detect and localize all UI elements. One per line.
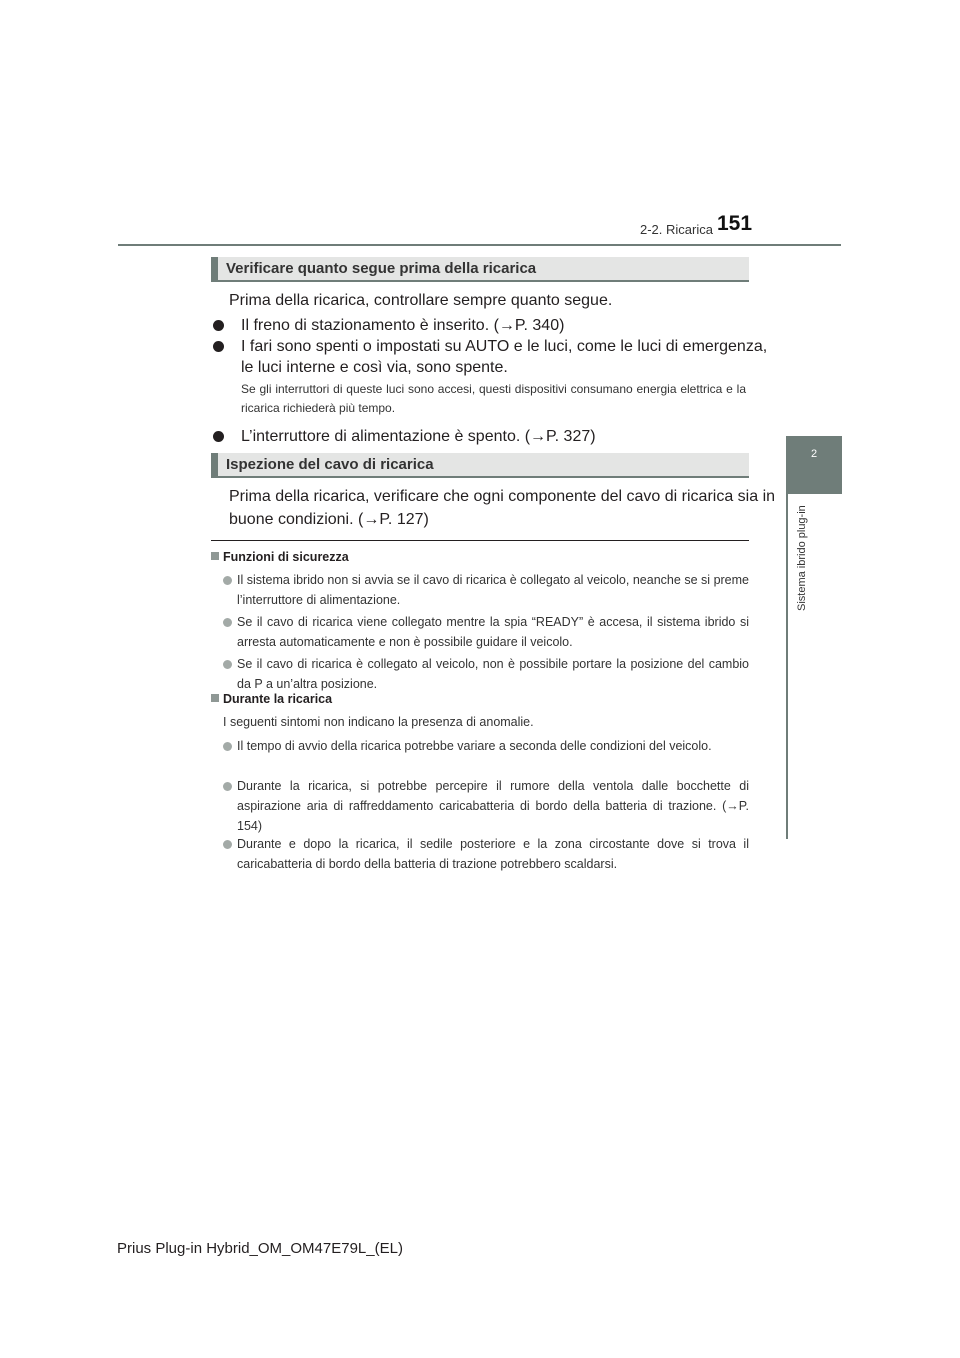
section-heading-checks (211, 257, 749, 282)
bullet-parking-brake: Il freno di stazionamento è inserito. (→P. 340) (241, 317, 565, 334)
note-heading-text: Funzioni di sicurezza (223, 550, 349, 564)
note-bullet-dot (223, 782, 232, 791)
section-intro: Prima della ricarica, controllare sempre quanto segue. (229, 292, 613, 309)
section-heading-cable-inspection (211, 453, 749, 478)
bullet-lights-line2: le luci interne e così via, sono spente. (241, 359, 508, 376)
note-charging-item: Durante e dopo la ricarica, il sedile posteriore e la zona circostante dove si trova il caricabatteria di bordo della batteria di trazione potrebbero scaldarsi. (237, 837, 749, 871)
note-heading-text: Durante la ricarica (223, 692, 333, 706)
chapter-tab-number: 2 (810, 448, 818, 460)
running-header-section: 2-2. Ricarica (640, 222, 713, 237)
bullet-dot (213, 431, 224, 442)
notes-divider (211, 540, 749, 541)
square-bullet-icon (211, 552, 219, 560)
note-charging-item: Durante la ricarica, si potrebbe percepire il rumore della ventola dalle bocchette di aspirazione aria di raffreddamento caricabatteria di bordo della batteria di trazione. (→P. 154) (237, 779, 749, 833)
chapter-side-title: Sistema ibrido plug-in (796, 505, 808, 611)
square-bullet-icon (211, 694, 219, 702)
note-bullet-dot (223, 618, 232, 627)
bullet-power-switch: L’interruttore di alimentazione è spento. (→P. 327) (241, 428, 596, 445)
bullet-dot (213, 320, 224, 331)
note-charging-intro: I seguenti sintomi non indicano la presenza di anomalie. (223, 715, 534, 729)
cable-inspection-line1: Prima della ricarica, verificare che ogni componente del cavo di ricarica sia in (229, 488, 776, 505)
bullet-dot (213, 341, 224, 352)
chapter-tab (786, 436, 842, 494)
section-heading-text: Verificare quanto segue prima della ricarica (226, 260, 537, 277)
note-safety-item: Il sistema ibrido non si avvia se il cavo di ricarica è collegato al veicolo, neanche se si preme l’interruttore di alimentazione. (237, 573, 749, 607)
note-heading-charging (211, 692, 332, 706)
note-bullet-dot (223, 840, 232, 849)
lights-note: Se gli interruttori di queste luci sono accesi, questi dispositivi consumano energia elettrica e la ricarica richiederà più tempo. (241, 382, 746, 415)
bullet-lights-line1: I fari sono spenti o impostati su AUTO e le luci, come le luci di emergenza, (241, 338, 768, 355)
footer-manual-id: Prius Plug-in Hybrid_OM_OM47E79L_(EL) (117, 1240, 403, 1257)
note-safety-item: Se il cavo di ricarica viene collegato mentre la spia “READY” è accesa, il sistema ibrido si arresta automaticamente e non è possibile guidare il veicolo. (237, 615, 749, 649)
note-bullet-dot (223, 576, 232, 585)
chapter-side-bar (786, 494, 842, 839)
header-rule (118, 244, 841, 246)
section-heading-text: Ispezione del cavo di ricarica (226, 456, 434, 473)
note-charging-item: Il tempo di avvio della ricarica potrebbe variare a seconda delle condizioni del veicolo. (237, 739, 712, 753)
note-bullet-dot (223, 742, 232, 751)
note-safety-item: Se il cavo di ricarica è collegato al veicolo, non è possibile portare la posizione del cambio da P a un’altra posizione. (237, 657, 749, 691)
cable-inspection-line2: buone condizioni. (→P. 127) (229, 511, 429, 528)
page-number: 151 (717, 212, 753, 235)
note-heading-safety (211, 550, 349, 564)
note-bullet-dot (223, 660, 232, 669)
